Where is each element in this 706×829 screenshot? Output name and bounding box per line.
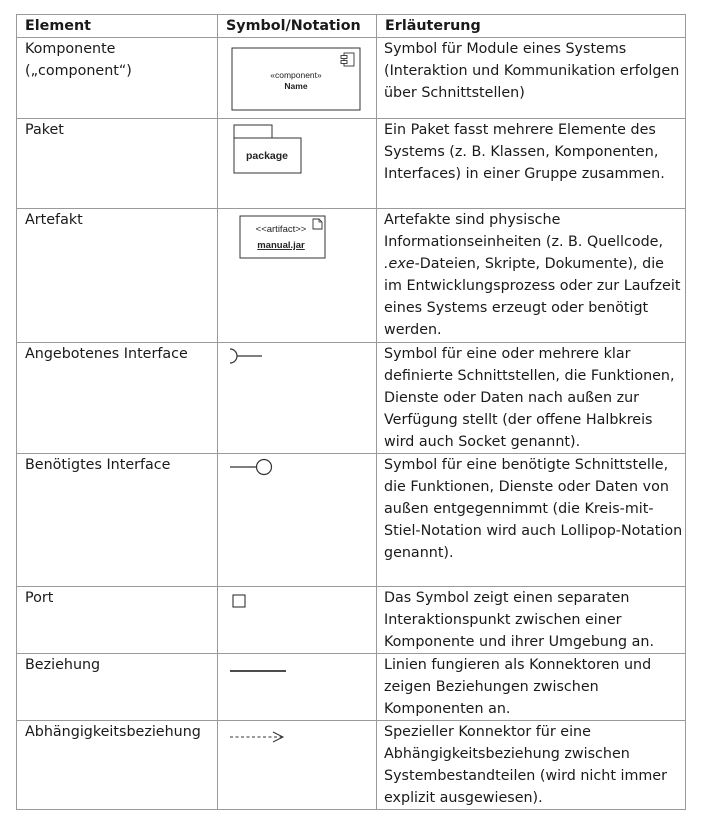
component-name-label: Name: [284, 81, 308, 91]
explanation-text-italic: .exe: [384, 256, 415, 272]
table-row: [17, 119, 686, 209]
header-symbol: Symbol/Notation: [218, 15, 377, 38]
explanation-text-part: Artefakte sind physische Informationseinheiten (z. B. Quellcode,: [384, 212, 664, 250]
socket-icon: [218, 343, 377, 383]
explanation-cell: [377, 587, 686, 654]
dashed-arrow-icon: [218, 721, 377, 761]
explanation-text-part: -Dateien, Skripte, Dokumente), die im Entwicklungsprozess oder zur Laufzeit eines Systems erzeugt oder benötigt werden.: [384, 256, 681, 338]
component-stereotype: «component»: [270, 70, 322, 80]
element-cell: [17, 587, 218, 654]
element-cell: [17, 454, 218, 587]
element-name-sub: („component“): [25, 63, 132, 79]
element-cell: [17, 654, 218, 721]
table-row: [17, 343, 686, 454]
element-cell: [17, 721, 218, 810]
element-name: Benötigtes Interface: [25, 457, 171, 473]
element-name: Beziehung: [25, 657, 101, 673]
symbol-cell: [218, 454, 377, 587]
symbol-cell: [218, 38, 377, 119]
explanation-cell: [377, 38, 686, 119]
symbol-cell: [218, 209, 377, 343]
explanation-cell: [377, 209, 686, 343]
explanation-text: Spezieller Konnektor für eine Abhängigkeitsbeziehung zwischen Systembestandteilen (wird nicht immer explizit ausgewiesen).: [384, 724, 667, 806]
element-cell: [17, 38, 218, 119]
solid-line-icon: [218, 654, 377, 694]
artifact-stereotype: <<artifact>>: [255, 224, 307, 235]
explanation-text: [384, 209, 683, 341]
table-row: [17, 38, 686, 119]
element-name: Abhängigkeitsbeziehung: [25, 724, 201, 740]
uml-component-notation-table: [16, 14, 686, 810]
port-square-icon: [218, 587, 377, 627]
element-name: Artefakt: [25, 212, 83, 228]
symbol-cell: [218, 587, 377, 654]
symbol-cell: [218, 654, 377, 721]
artifact-name-label: manual.jar: [257, 240, 305, 251]
package-label: package: [245, 150, 289, 162]
table-row: [17, 654, 686, 721]
explanation-text: Ein Paket fasst mehrere Elemente des Systems (z. B. Klassen, Komponenten, Interfaces) in einer Gruppe zusammen.: [384, 122, 665, 182]
artifact-symbol-icon: [218, 209, 377, 342]
explanation-text: Symbol für Module eines Systems (Interaktion und Kommunikation erfolgen über Schnittstellen): [384, 41, 680, 101]
symbol-cell: [218, 343, 377, 454]
explanation-text: Symbol für eine benötigte Schnittstelle, die Funktionen, Dienste oder Daten von außen entgegennimmt (die Kreis-mit-Stiel-Notation wird auch Lollipop-Notation genannt).: [384, 457, 683, 561]
element-cell: [17, 343, 218, 454]
element-name: Paket: [25, 122, 64, 138]
element-name: Angebotenes Interface: [25, 346, 188, 362]
table-row: [17, 721, 686, 810]
explanation-text: Linien fungieren als Konnektoren und zeigen Beziehungen zwischen Komponenten an.: [384, 657, 652, 717]
explanation-text: Das Symbol zeigt einen separaten Interaktionspunkt zwischen einer Komponente und ihrer Umgebung an.: [384, 590, 655, 650]
component-symbol-icon: [218, 38, 377, 118]
table-row: [17, 587, 686, 654]
header-explanation: Erläuterung: [377, 15, 686, 38]
header-element: Element: [17, 15, 218, 38]
table-row: [17, 454, 686, 587]
explanation-cell: [377, 343, 686, 454]
explanation-cell: [377, 654, 686, 721]
explanation-cell: [377, 454, 686, 587]
element-cell: [17, 209, 218, 343]
element-cell: [17, 119, 218, 209]
explanation-cell: [377, 721, 686, 810]
explanation-text: Symbol für eine oder mehrere klar definierte Schnittstellen, die Funktionen, Dienste oder Daten nach außen zur Verfügung stellt (der offene Halbkreis wird auch Socket genannt).: [384, 346, 675, 450]
package-symbol-icon: [218, 119, 377, 208]
element-name: Komponente: [25, 41, 116, 57]
header-row: [17, 15, 686, 38]
table-row: [17, 209, 686, 343]
lollipop-icon: [218, 454, 377, 494]
element-name: Port: [25, 590, 54, 606]
symbol-cell: [218, 119, 377, 209]
explanation-cell: [377, 119, 686, 209]
symbol-cell: [218, 721, 377, 810]
